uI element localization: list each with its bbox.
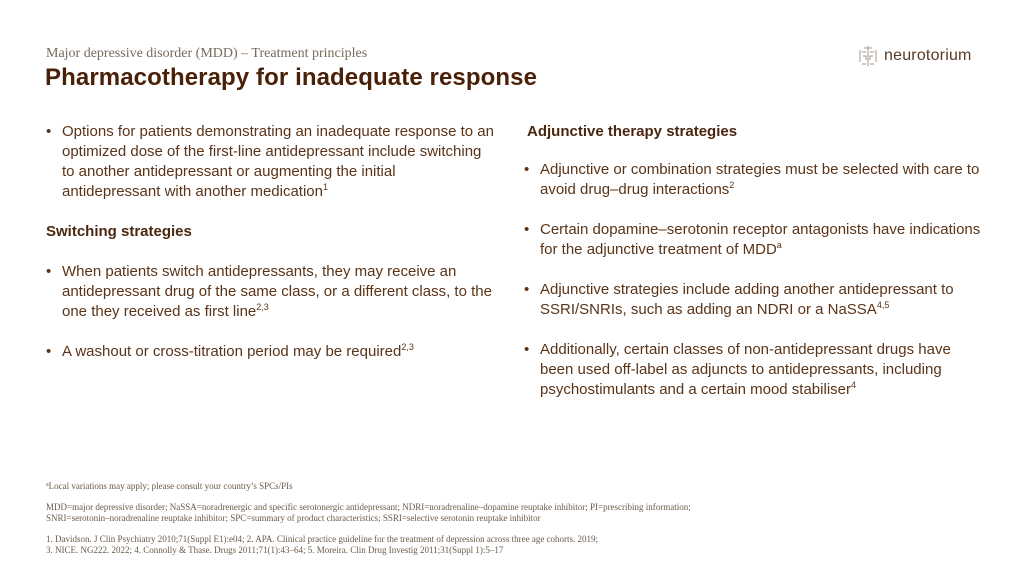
footnotes	[46, 481, 986, 566]
list-item: • Adjunctive strategies include adding another antidepressant to SSRI/SNRIs, such as adding an NDRI or a NaSSA$^{4,5}$	[524, 281, 954, 318]
abbreviations: MDD=major depressive disorder; NaSSA=noradrenergic and specific serotonergic antidepressant; NDRI=noradrenaline–dopamine reuptake inhibitor; PI=prescribing information; SNRI=serotonin–noradrenaline reuptake inhibitor; SPC=summary of product characteristics; SSRI=selective serotonin reuptake inhibitor	[46, 502, 691, 523]
bullet-dot: •	[46, 123, 52, 140]
list-item: • Certain dopamine–serotonin receptor antagonists have indications for the adjunctive treatment of MDD$^a$	[524, 221, 981, 258]
list-item: • Adjunctive or combination strategies must be selected with care to avoid drug–drug interactions$^2$	[524, 161, 980, 198]
slide-subtitle: Major depressive disorder (MDD) – Treatment principles	[46, 46, 368, 61]
footnote-a: $^a$Local variations may apply; please consult your country’s SPCs/PIs	[46, 481, 293, 491]
references: 1. Davidson. J Clin Psychiatry 2010;71(Suppl E1):e04; 2. APA. Clinical practice guideline for the treatment of depression across three age cohorts. 2019; 3. NICE. NG222. 2022; 4. Connolly & Thase. Drugs 2011;71(1):43–64; 5. Moreira. Clin Drug Investig 2011;31(Suppl 1):5–17	[46, 534, 599, 555]
list-item: • When patients switch antidepressants, they may receive an antidepressant drug of the same class, or a different class, to the one they received as first line$^{2,3}$	[46, 263, 492, 320]
neurotorium-logo[interactable]	[857, 44, 972, 68]
brain-circuit-icon	[857, 44, 879, 68]
switching-heading: Switching strategies	[46, 223, 192, 240]
right-column	[524, 122, 984, 400]
adjunctive-heading: Adjunctive therapy strategies	[527, 123, 738, 140]
list-item: • Additionally, certain classes of non-antidepressant drugs have been used off-label as adjuncts to antidepressants, including psychostimulants and a certain mood stabiliser$^4$	[524, 341, 951, 398]
list-item: • A washout or cross-titration period may be required$^{2,3}$	[46, 342, 414, 360]
brand-name: neurotorium	[884, 47, 972, 64]
slide-title: Pharmacotherapy for inadequate response	[45, 64, 538, 91]
intro-bullet: • Options for patients demonstrating an inadequate response to an optimized dose of the first-line antidepressant include switching to another antidepressant or augmenting the initial antidepressant with another medication$^1$	[46, 123, 494, 200]
left-column	[46, 122, 496, 362]
